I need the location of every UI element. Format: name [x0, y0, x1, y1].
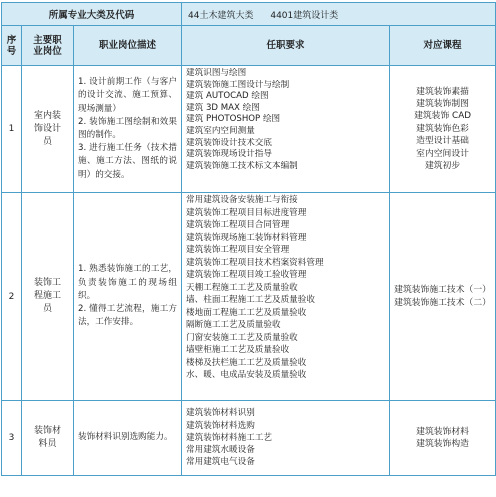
row-desc — [74, 193, 182, 401]
job-requirements-table — [1, 2, 496, 476]
course-item: 建筑装饰色彩 — [416, 123, 469, 134]
table-row — [2, 193, 496, 401]
task-item: 楼地面工程施工工艺及质量验收 — [186, 307, 307, 318]
row-courses — [390, 401, 496, 476]
row-desc — [74, 66, 182, 193]
desc-line: 1. 熟悉装饰施工的工艺，负责装饰施工的现场组织。 — [78, 264, 178, 301]
task-item: 建筑装饰工程项目安全管理 — [186, 245, 290, 255]
task-item: 建筑装饰现场设计指导 — [186, 149, 272, 160]
task-item: 建筑装饰现场施工装饰材料管理 — [186, 232, 307, 243]
row-desc — [74, 401, 182, 476]
task-item: 建筑装饰工程项目竣工验收管理 — [186, 270, 307, 280]
category-row — [2, 3, 496, 26]
column-header-row — [2, 26, 496, 66]
row-tasks — [182, 66, 390, 193]
category-label: 所属专业大类及代码 — [2, 3, 182, 26]
task-item: 建筑装饰材料施工工艺 — [186, 432, 272, 443]
course-item: 建筑装饰材料 — [416, 426, 469, 437]
row-job: 装饰材料员 — [22, 401, 74, 476]
task-item: 建筑装饰施工图设计与绘制 — [186, 79, 290, 90]
course-item: 建筑装饰施工技术（二） — [394, 297, 491, 308]
row-job: 装饰工程施工员 — [22, 193, 74, 401]
task-item: 建筑 3D MAX 绘图 — [186, 102, 260, 113]
table-row — [2, 401, 496, 476]
col-header-job: 主要职业岗位 — [22, 26, 74, 66]
row-seq: 1 — [2, 66, 22, 193]
task-item: 天棚工程施工工艺及质量验收 — [186, 282, 298, 293]
row-job: 室内装饰设计员 — [22, 66, 74, 193]
course-item: 室内空间设计 — [416, 148, 469, 159]
task-item: 门窗安装施工工艺及质量验收 — [186, 332, 298, 343]
row-tasks — [182, 401, 390, 476]
task-item: 建筑装饰材料选购 — [186, 420, 255, 431]
course-item: 建筑初步 — [424, 161, 461, 172]
col-header-seq: 序号 — [2, 26, 22, 66]
task-item: 建筑装饰材料识别 — [186, 408, 255, 419]
task-item: 建筑装饰工程项目目标进度管理 — [186, 207, 307, 218]
row-courses — [390, 193, 496, 401]
col-header-desc: 职业岗位描述 — [74, 26, 182, 66]
task-item: 建筑室内空间测量 — [186, 125, 255, 136]
row-seq: 3 — [2, 401, 22, 476]
course-item: 造型设计基础 — [416, 136, 469, 147]
category-value — [182, 3, 496, 26]
course-item: 建筑装饰施工技术（一） — [394, 284, 491, 295]
task-item: 墙、柱面工程施工工艺及质量验收 — [186, 295, 315, 305]
task-item: 建筑装饰工程项目合同管理 — [186, 220, 290, 230]
desc-line: 2. 装饰施工图绘制和效果图的制作。 — [78, 116, 178, 140]
task-item: 建筑装饰施工技术标文本编制 — [186, 160, 298, 171]
row-seq: 2 — [2, 193, 22, 401]
desc-line: 2. 懂得工艺流程，施工方法，工作安排。 — [78, 304, 178, 328]
row-courses — [390, 66, 496, 193]
col-header-courses: 对应课程 — [390, 26, 496, 66]
desc-line: 3. 进行施工任务（技术措施、施工方法、图纸的说明）的交接。 — [78, 143, 178, 180]
table-row — [2, 66, 496, 193]
task-item: 楼梯及扶栏施工工艺及质量验收 — [186, 357, 307, 368]
task-item: 建筑 PHOTOSHOP 绘图 — [186, 114, 281, 125]
col-header-tasks: 任职要求 — [182, 26, 390, 66]
course-item: 建筑装饰 CAD — [414, 111, 471, 122]
course-item: 建筑装饰制图 — [416, 98, 469, 109]
task-item: 建筑 AUTOCAD 绘图 — [186, 91, 269, 102]
category-value-2: 4401建筑设计类 — [270, 10, 339, 21]
task-item: 常用建筑设备安装施工与衔接 — [186, 195, 298, 205]
course-item: 建筑装饰构造 — [416, 439, 469, 449]
task-item: 常用建筑电气设备 — [186, 457, 255, 468]
task-item: 建筑装饰设计技术交底 — [186, 137, 272, 148]
task-item: 建筑识图与绘图 — [186, 68, 247, 78]
desc-line: 装饰材料识别选购能力。 — [78, 432, 173, 443]
task-item: 常用建筑水暖设备 — [186, 445, 255, 456]
task-item: 建筑装饰工程项目技术档案资料管理 — [186, 257, 324, 268]
row-tasks — [182, 193, 390, 401]
task-item: 隔断施工工艺及质量验收 — [186, 320, 281, 330]
course-item: 建筑装饰素描 — [416, 86, 469, 97]
category-value-1: 44土木建筑大类 — [188, 10, 254, 21]
desc-line: 1. 设计前期工作（与客户的设计交流、施工预算、现场测量） — [78, 77, 178, 114]
task-item: 墙壁柜施工工艺及质量验收 — [186, 345, 290, 355]
task-item: 水、暖、电成品安装及质量验收 — [186, 370, 307, 380]
